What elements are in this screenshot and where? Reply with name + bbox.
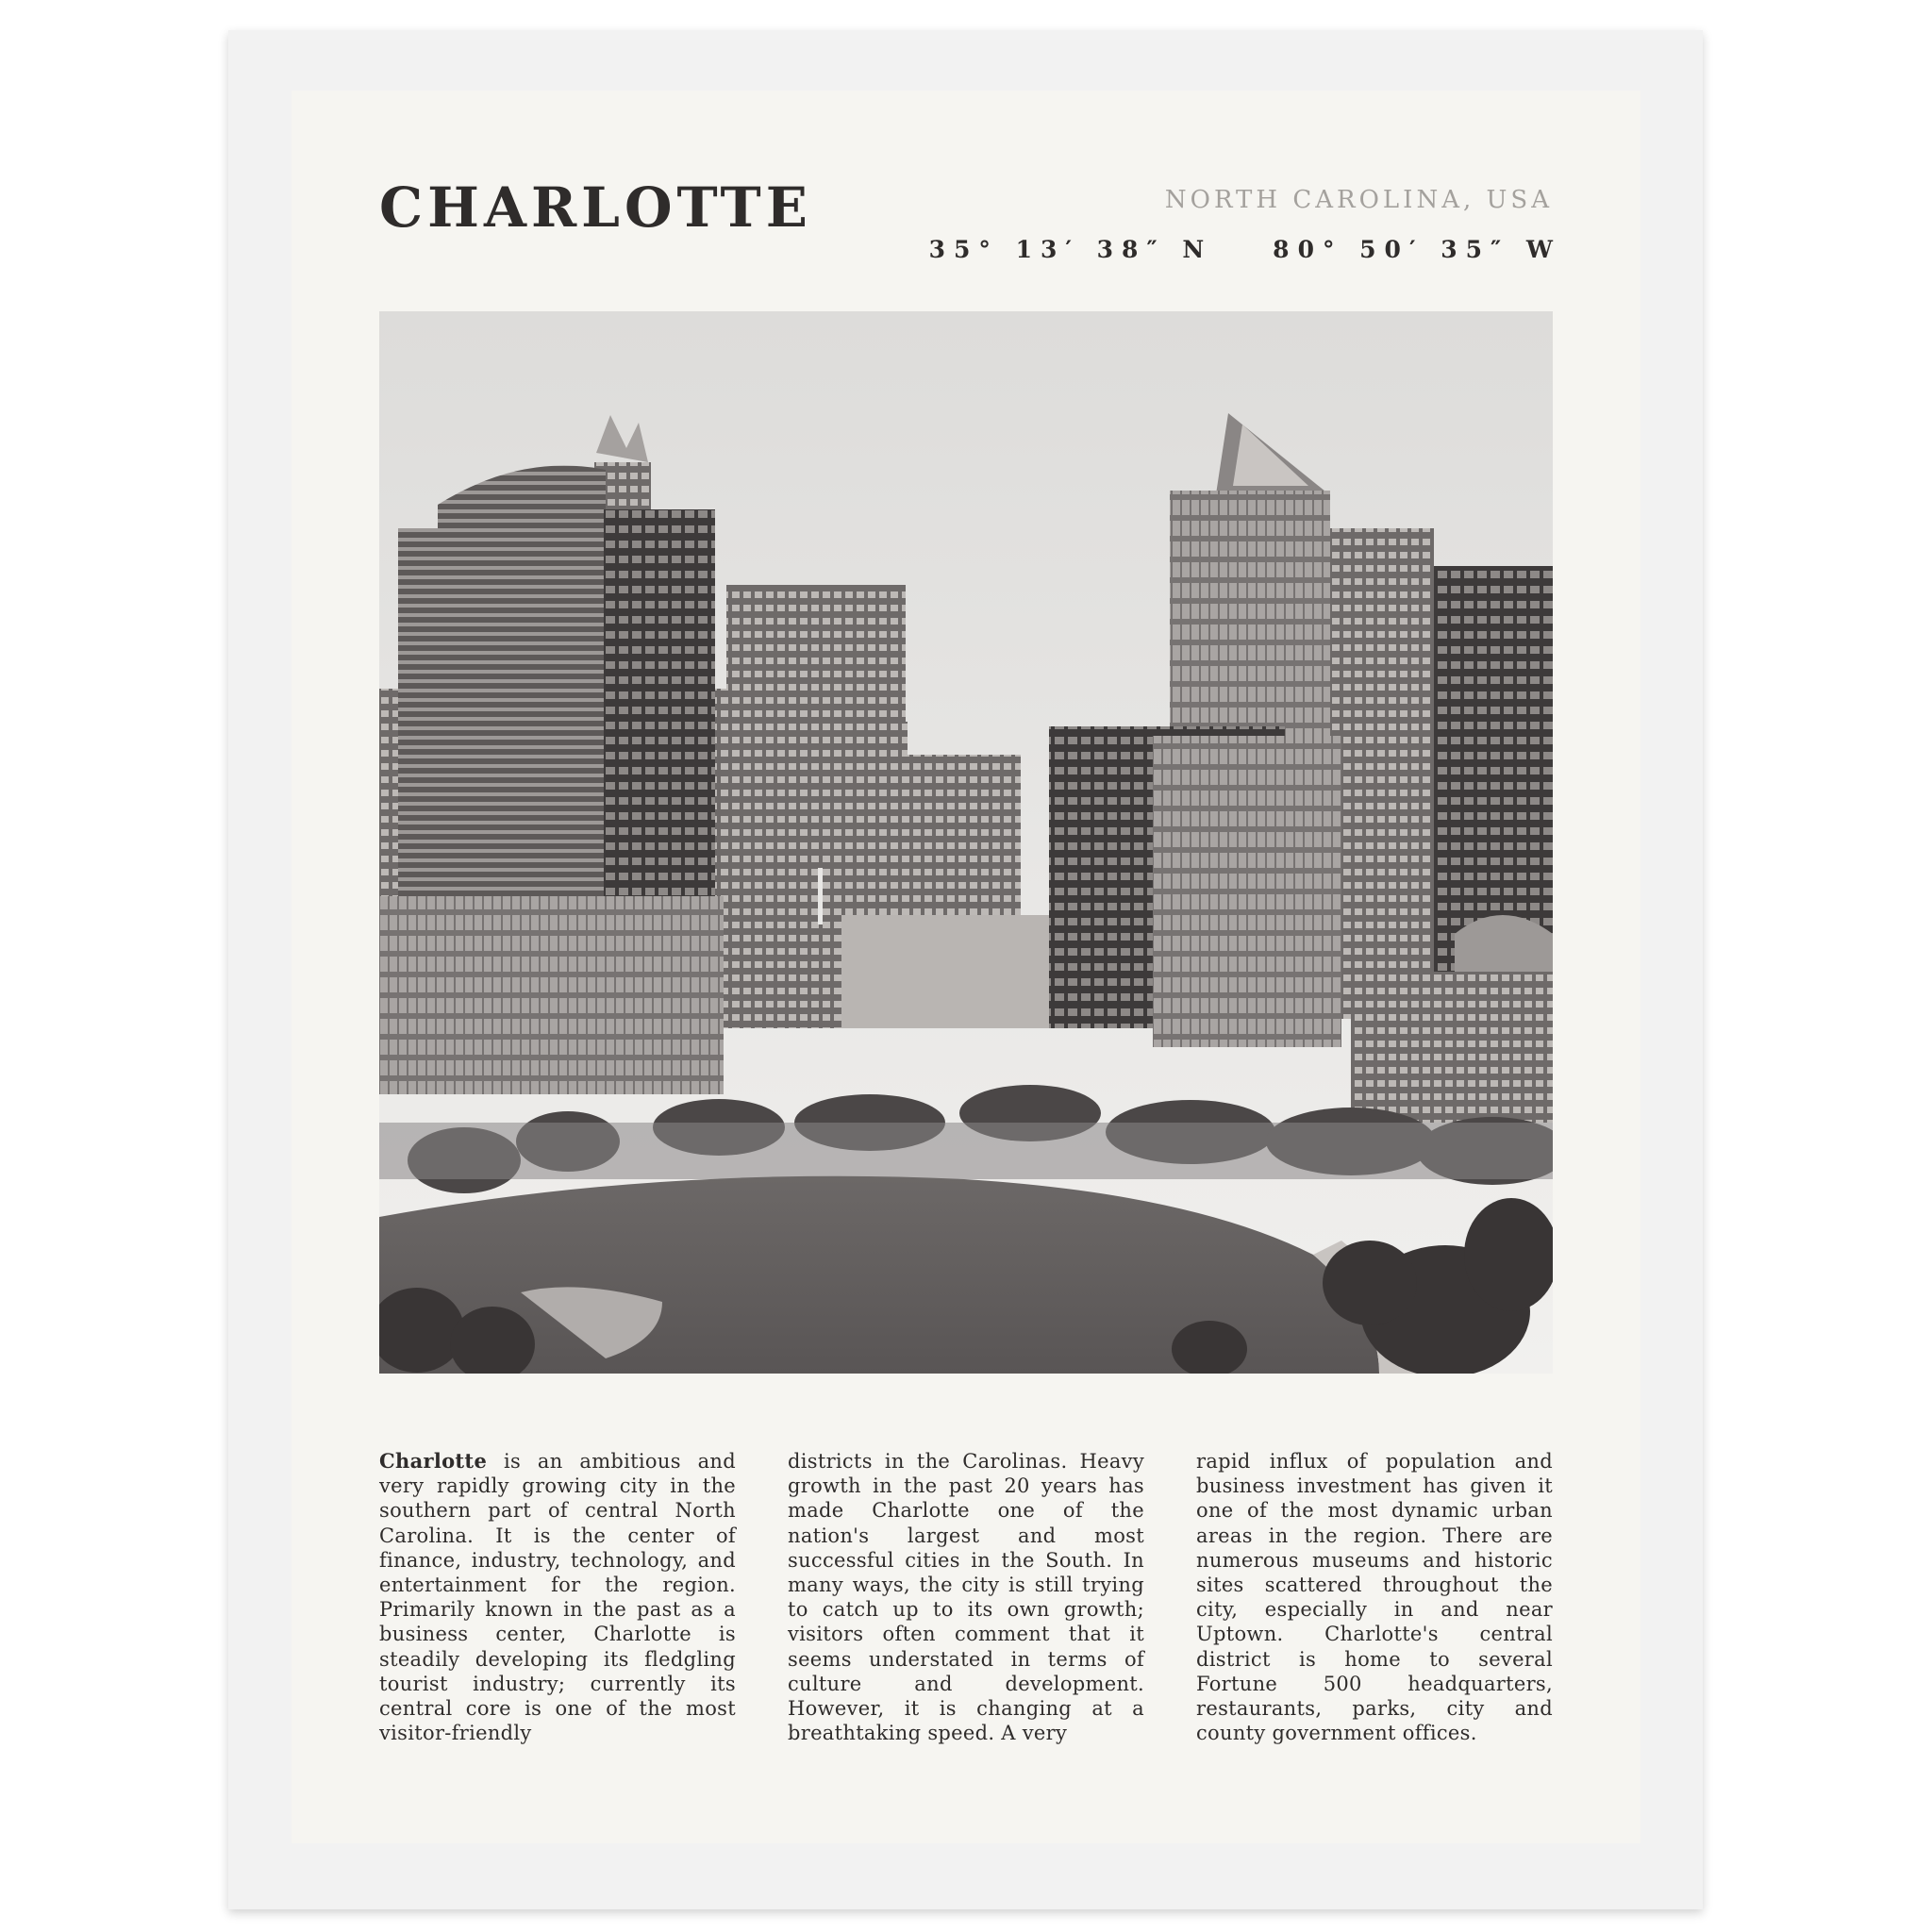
latitude: 35° 13′ 38″ N	[928, 236, 1213, 263]
longitude: 80° 50′ 35″ W	[1273, 236, 1561, 263]
description-column-3: rapid influx of population and business investment has given it one of the most dynamic urban areas in the region. There are numerous museums and historic sites scattered throughout the city, especially in and near Uptown. Charlotte's central district is home to several Fortune 500 headquarters, restaurants, parks, city and county government offices.	[1196, 1450, 1553, 1745]
skyline-illustration	[379, 311, 1553, 1374]
description-columns	[379, 1449, 1553, 1751]
description-text-1: is an ambitious and very rapidly growing city in the southern part of central North Carolina. It is the center of finance, industry, technology, and entertainment for the region. Primarily known in the past as a business center, Charlotte is steadily developing its fledgling tourist industry; currently its central core is one of the most visitor-friendly	[379, 1450, 736, 1745]
description-column-2: districts in the Carolinas. Heavy growth in the past 20 years has made Charlotte one of the nation's largest and most successful cities in the South. In many ways, the city is still trying to catch up to its own growth; visitors often comment that it seems understated in terms of culture and development. However, it is changing at a breathtaking speed. A very	[788, 1450, 1144, 1745]
city-title: CHARLOTTE	[379, 175, 812, 240]
description-lead: Charlotte	[379, 1449, 488, 1473]
description-column-1	[379, 1449, 736, 1745]
region-label: NORTH CAROLINA, USA	[1164, 186, 1553, 214]
skyline-photo	[379, 311, 1553, 1374]
coordinates	[928, 236, 1561, 263]
